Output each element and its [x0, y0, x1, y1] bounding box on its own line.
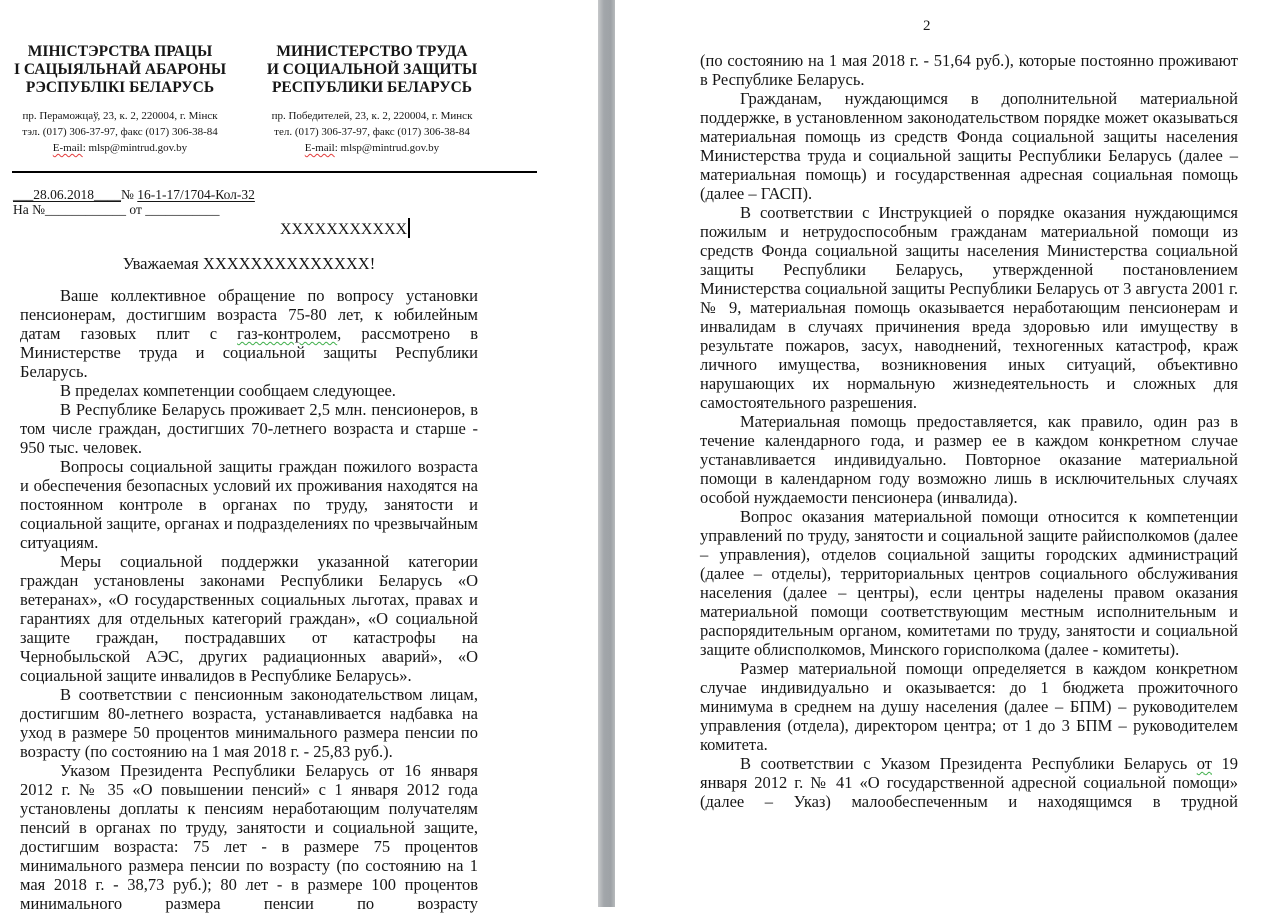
- text-segment: Вопрос оказания материальной помощи относится к компетенции управлений по труду, занятости и социальной защите райисполкомов (далее – управления), отделов социальной защиты городских администраций (далее – отделы), территориальных центров социального обслуживания населения (далее – центры), если центры наделены правом оказания материальной помощи соответствующим местным исполнительным и распорядительным органом, комитетами по труду, занятости и социальной защите облисполкомов, Минского горисполкома (далее - комитеты).: [700, 507, 1238, 659]
- text-segment: Гражданам, нуждающимся в дополнительной материальной поддержке, в установленном законодательством порядке может оказываться материальная помощь из средств Фонда социальной защиты населения Министерства труда и социальной защиты Республики Беларусь (далее – материальная помощь) и государственная адресная социальная помощь (далее – ГАСП).: [700, 89, 1238, 203]
- text-segment: Материальная помощь предоставляется, как правило, один раз в течение календарного года, и размер ее в каждом конкретном случае устанавливается индивидуально. Повторное оказание материальной помощи в календарном году возможно лишь в исключительных случаях особой нуждаемости пенсионера (инвалида).: [700, 412, 1238, 507]
- paragraph[interactable]: [700, 412, 1238, 507]
- paragraph[interactable]: [20, 286, 478, 381]
- text-segment: МИНИСТЕРСТВО ТРУДА: [276, 43, 468, 60]
- text-segment: пр. Победителей, 23, к. 2, 220004, г. Минск: [271, 110, 473, 122]
- org-address-belarusian: [10, 108, 230, 156]
- text-segment: РЕСПУБЛИКИ БЕЛАРУСЬ: [271, 79, 473, 96]
- page-number: 2: [923, 18, 931, 34]
- text-segment: МІНІСТЭРСТВА ПРАЦЫ: [27, 43, 213, 60]
- salutation[interactable]: Уважаемая ХХХХХХХХХХХХХХ!: [122, 254, 376, 273]
- text-caret: [408, 218, 410, 238]
- letterhead-belarusian: [10, 43, 230, 156]
- paragraph[interactable]: [10, 79, 230, 97]
- paragraph[interactable]: [262, 124, 482, 140]
- text-segment: І САЦЫЯЛЬНАЙ АБАРОНЫ: [13, 61, 227, 78]
- paragraph[interactable]: [700, 51, 1238, 89]
- paragraph[interactable]: [13, 187, 255, 202]
- paragraph[interactable]: [262, 108, 482, 124]
- paragraph[interactable]: [10, 108, 230, 124]
- text-segment: Указом Президента Республики Беларусь от 16 января 2012 г. № 35 «О повышении пенсий» с 1 января 2012 года установлены доплаты к пенсиям неработающим получателям пенсий в органах по труду, занятости и социальной защите, достигшим возраста: 75 лет - в размере 75 процентов минимального размера пенсии по возрасту (по состоянию на 1 мая 2018 г. - 38,73 руб.); 80 лет - в размере 100 процентов минимального размера пенсии по возрасту: [20, 761, 478, 913]
- letterhead-divider-rule: [12, 171, 537, 173]
- text-segment-u: 16-1-17/1704-Кол-32: [137, 187, 255, 202]
- paragraph[interactable]: [262, 79, 482, 97]
- org-title-belarusian: [10, 43, 230, 97]
- paragraph[interactable]: [20, 400, 478, 457]
- text-segment: В пределах компетенции сообщаем следующее.: [60, 381, 396, 400]
- paragraph[interactable]: [700, 89, 1238, 203]
- text-segment: : mlsp@mintrud.gov.by: [334, 142, 440, 154]
- text-segment-u: ___28.06.2018____: [13, 187, 121, 202]
- paragraph[interactable]: [700, 203, 1238, 412]
- addressee-placeholder[interactable]: [280, 218, 410, 239]
- text-segment-red: E-mail: [52, 142, 83, 154]
- paragraph[interactable]: [262, 61, 482, 79]
- paragraph[interactable]: [20, 761, 478, 913]
- text-segment: , рассмотрено в Министерстве труда и социальной защиты Республики Беларусь.: [20, 324, 478, 381]
- paragraph[interactable]: [20, 685, 478, 761]
- text-segment-green: от: [1196, 754, 1212, 773]
- text-segment: (по состоянию на 1 мая 2018 г. - 51,64 руб.), которые постоянно проживают в Республике Беларусь.: [700, 51, 1238, 89]
- text-segment: пр. Пераможцаў, 23, к. 2, 220004, г. Мінск: [22, 110, 218, 122]
- letter-body-page-1[interactable]: [20, 286, 478, 913]
- page-2: [615, 0, 1280, 907]
- reference-number-block[interactable]: [13, 187, 255, 217]
- org-address-russian: [262, 108, 482, 156]
- text-segment-red: E-mail: [304, 142, 335, 154]
- paragraph[interactable]: [20, 457, 478, 552]
- text-segment: В соответствии с Инструкцией о порядке оказания нуждающимся пожилым и нетрудоспособным гражданам материальной помощи из средств Фонда социальной защиты населения Министерства социальной защиты Республики Беларусь, утвержденной постановлением Министерства социальной защиты Республики Беларусь от 3 августа 2001 г. № 9, материальная помощь оказывается неработающим пенсионерам и инвалидам в случаях причинения вреда здоровью или имуществу в результате пожаров, засух, наводнений, техногенных катастроф, краж личного имущества, возникновения иных ситуаций, объективно нарушающих их нормальную жизнедеятельность и сложных для самостоятельного разрешения.: [700, 203, 1238, 412]
- paragraph[interactable]: [700, 659, 1238, 754]
- text-segment: тел. (017) 306-37-97, факс (017) 306-38-84: [274, 126, 470, 138]
- text-segment: Ваше коллективное обращение по вопросу установки пенсионерам, достигшим возраста 75-80 лет, к юбилейным датам газовых плит с: [20, 286, 478, 343]
- paragraph[interactable]: [20, 552, 478, 685]
- page-1: [0, 0, 598, 913]
- paragraph[interactable]: [700, 507, 1238, 659]
- text-segment: №: [121, 187, 138, 202]
- paragraph[interactable]: [10, 61, 230, 79]
- text-segment: Размер материальной помощи определяется в каждом конкретном случае индивидуально и оказывается: до 1 бюджета прожиточного минимума в среднем на душу населения (далее – БПМ) – руководителем управления (отдела), директором центра; от 1 до 3 БПМ – руководителем комитета.: [700, 659, 1238, 754]
- text-segment: Вопросы социальной защиты граждан пожилого возраста и обеспечения безопасных условий их проживания находятся на постоянном контроле в органах по труду, занятости и социальной защите, органах и подразделениях по чрезвычайным ситуациям.: [20, 457, 478, 552]
- text-segment: В соответствии с пенсионным законодательством лицам, достигшим 80-летнего возраста, устанавливается надбавка на уход в размере 50 процентов минимального размера пенсии по возрасту (по состоянию на 1 мая 2018 г. - 25,83 руб.).: [20, 685, 478, 761]
- org-title-russian: [262, 43, 482, 97]
- text-segment: 19 января 2012 г. № 41 «О государственной адресной социальной помощи» (далее – Указ) малообеспеченным и находящимся в трудной: [700, 754, 1238, 811]
- text-segment: В соответствии с Указом Президента Республики Беларусь: [740, 754, 1197, 773]
- text-segment: тэл. (017) 306-37-97, факс (017) 306-38-84: [22, 126, 218, 138]
- addressee-text[interactable]: ХХХХХХХХХХХ: [280, 221, 408, 238]
- text-segment: И СОЦИАЛЬНОЙ ЗАЩИТЫ: [266, 61, 478, 78]
- text-segment: РЭСПУБЛІКІ БЕЛАРУСЬ: [25, 79, 215, 96]
- text-segment: В Республике Беларусь проживает 2,5 млн. пенсионеров, в том числе граждан, достигших 70-летнего возраста и старше - 950 тыс. человек.: [20, 400, 478, 457]
- paragraph[interactable]: [10, 124, 230, 140]
- paragraph[interactable]: [10, 43, 230, 61]
- paragraph[interactable]: [20, 381, 478, 400]
- paragraph[interactable]: [262, 140, 482, 156]
- paragraph[interactable]: [700, 754, 1238, 811]
- text-segment: Меры социальной поддержки указанной категории граждан установлены законами Республики Беларусь «О ветеранах», «О государственных социальных льготах, правах и гарантиях для отдельных категорий граждан», «О социальной защите граждан, пострадавших от катастрофы на Чернобыльской АЭС, других радиационных аварий», «О социальной защите инвалидов в Республике Беларусь».: [20, 552, 478, 685]
- text-segment: : mlsp@mintrud.gov.by: [82, 142, 188, 154]
- paragraph[interactable]: [13, 202, 255, 217]
- page-divider: [598, 0, 615, 907]
- paragraph[interactable]: [262, 43, 482, 61]
- letterhead-russian: [262, 43, 482, 156]
- letter-body-page-2[interactable]: [700, 51, 1238, 811]
- text-segment-green: газ-контролем: [237, 324, 338, 343]
- text-segment: На №____________ от ___________: [13, 202, 220, 217]
- paragraph[interactable]: [10, 140, 230, 156]
